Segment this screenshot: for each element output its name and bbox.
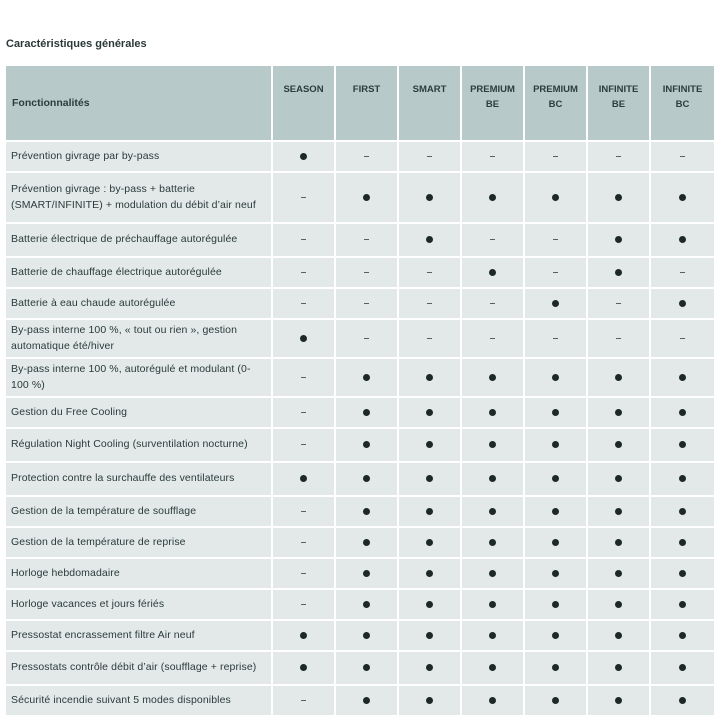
availability-cell	[587, 527, 650, 558]
included-dot-icon	[552, 664, 559, 671]
feature-label: Prévention givrage : by-pass + batterie (SMART/INFINITE) + modulation du débit d’air neuf	[5, 172, 272, 223]
included-dot-icon	[300, 335, 307, 342]
included-dot-icon	[679, 409, 686, 416]
availability-cell	[398, 397, 461, 428]
not-included-dash-icon	[490, 239, 495, 240]
included-dot-icon	[426, 475, 433, 482]
availability-cell	[398, 685, 461, 716]
included-dot-icon	[363, 664, 370, 671]
feature-label: By-pass interne 100 %, autorégulé et modulant (0-100 %)	[5, 358, 272, 397]
included-dot-icon	[426, 539, 433, 546]
not-included-dash-icon	[364, 239, 369, 240]
availability-cell	[398, 462, 461, 496]
included-dot-icon	[552, 508, 559, 515]
availability-cell	[524, 462, 587, 496]
availability-cell	[587, 223, 650, 257]
availability-cell	[587, 651, 650, 685]
availability-cell	[272, 462, 335, 496]
availability-cell	[461, 358, 524, 397]
not-included-dash-icon	[301, 197, 306, 198]
availability-cell	[272, 685, 335, 716]
feature-label: Pressostats contrôle débit d’air (soufflage + reprise)	[5, 651, 272, 685]
table-row	[5, 223, 715, 257]
included-dot-icon	[679, 601, 686, 608]
included-dot-icon	[615, 194, 622, 201]
availability-cell	[335, 462, 398, 496]
availability-cell	[650, 620, 715, 651]
availability-cell	[587, 620, 650, 651]
header-feature: Fonctionnalités	[5, 65, 272, 141]
included-dot-icon	[363, 632, 370, 639]
availability-cell	[587, 589, 650, 620]
availability-cell	[587, 558, 650, 589]
availability-cell	[272, 257, 335, 288]
availability-cell	[650, 397, 715, 428]
availability-cell	[587, 257, 650, 288]
not-included-dash-icon	[301, 542, 306, 543]
included-dot-icon	[552, 441, 559, 448]
not-included-dash-icon	[680, 338, 685, 339]
included-dot-icon	[552, 601, 559, 608]
availability-cell	[272, 288, 335, 319]
availability-cell	[335, 172, 398, 223]
availability-cell	[650, 496, 715, 527]
included-dot-icon	[363, 601, 370, 608]
header-model	[272, 65, 335, 141]
availability-cell	[398, 651, 461, 685]
availability-cell	[461, 397, 524, 428]
feature-label: Pressostat encrassement filtre Air neuf	[5, 620, 272, 651]
not-included-dash-icon	[553, 272, 558, 273]
availability-cell	[272, 428, 335, 462]
availability-cell	[461, 319, 524, 358]
availability-cell	[650, 223, 715, 257]
not-included-dash-icon	[301, 412, 306, 413]
included-dot-icon	[679, 441, 686, 448]
header-model-line2: BE	[611, 99, 626, 110]
included-dot-icon	[615, 632, 622, 639]
table-row	[5, 589, 715, 620]
feature-label: Batterie à eau chaude autorégulée	[5, 288, 272, 319]
included-dot-icon	[552, 570, 559, 577]
included-dot-icon	[489, 374, 496, 381]
included-dot-icon	[300, 153, 307, 160]
table-row	[5, 141, 715, 172]
included-dot-icon	[363, 508, 370, 515]
table-row	[5, 288, 715, 319]
not-included-dash-icon	[427, 156, 432, 157]
included-dot-icon	[426, 664, 433, 671]
not-included-dash-icon	[364, 338, 369, 339]
included-dot-icon	[552, 409, 559, 416]
included-dot-icon	[552, 475, 559, 482]
header-model-line1: INFINITE	[662, 84, 703, 95]
included-dot-icon	[679, 194, 686, 201]
availability-cell	[524, 651, 587, 685]
not-included-dash-icon	[301, 700, 306, 701]
included-dot-icon	[679, 374, 686, 381]
not-included-dash-icon	[616, 338, 621, 339]
not-included-dash-icon	[680, 156, 685, 157]
availability-cell	[461, 651, 524, 685]
availability-cell	[335, 288, 398, 319]
availability-cell	[272, 620, 335, 651]
availability-cell	[461, 558, 524, 589]
availability-cell	[461, 462, 524, 496]
table-row	[5, 651, 715, 685]
included-dot-icon	[615, 601, 622, 608]
not-included-dash-icon	[553, 338, 558, 339]
feature-label: Batterie électrique de préchauffage autorégulée	[5, 223, 272, 257]
availability-cell	[587, 288, 650, 319]
availability-cell	[461, 496, 524, 527]
availability-cell	[650, 651, 715, 685]
availability-cell	[398, 319, 461, 358]
header-model-line2: BC	[675, 99, 690, 110]
included-dot-icon	[363, 539, 370, 546]
included-dot-icon	[489, 508, 496, 515]
not-included-dash-icon	[616, 303, 621, 304]
availability-cell	[524, 223, 587, 257]
not-included-dash-icon	[490, 156, 495, 157]
included-dot-icon	[489, 475, 496, 482]
availability-cell	[335, 558, 398, 589]
availability-cell	[272, 141, 335, 172]
included-dot-icon	[679, 539, 686, 546]
availability-cell	[398, 288, 461, 319]
availability-cell	[461, 428, 524, 462]
availability-cell	[587, 358, 650, 397]
included-dot-icon	[615, 539, 622, 546]
included-dot-icon	[489, 697, 496, 704]
availability-cell	[650, 462, 715, 496]
availability-cell	[398, 589, 461, 620]
availability-cell	[587, 141, 650, 172]
not-included-dash-icon	[616, 156, 621, 157]
not-included-dash-icon	[364, 156, 369, 157]
included-dot-icon	[489, 570, 496, 577]
included-dot-icon	[300, 664, 307, 671]
included-dot-icon	[489, 632, 496, 639]
availability-cell	[335, 589, 398, 620]
availability-cell	[650, 589, 715, 620]
feature-label: Régulation Night Cooling (surventilation nocturne)	[5, 428, 272, 462]
feature-label: Protection contre la surchauffe des ventilateurs	[5, 462, 272, 496]
availability-cell	[524, 685, 587, 716]
table-row	[5, 172, 715, 223]
not-included-dash-icon	[301, 377, 306, 378]
availability-cell	[524, 358, 587, 397]
included-dot-icon	[552, 632, 559, 639]
availability-cell	[398, 358, 461, 397]
included-dot-icon	[489, 601, 496, 608]
availability-cell	[650, 172, 715, 223]
included-dot-icon	[615, 697, 622, 704]
feature-label: Gestion de la température de reprise	[5, 527, 272, 558]
availability-cell	[524, 589, 587, 620]
not-included-dash-icon	[301, 604, 306, 605]
included-dot-icon	[679, 697, 686, 704]
not-included-dash-icon	[680, 272, 685, 273]
header-model-line2: BE	[485, 99, 500, 110]
availability-cell	[272, 172, 335, 223]
included-dot-icon	[615, 475, 622, 482]
header-model-line1: PREMIUM	[470, 84, 515, 95]
feature-label: Gestion de la température de soufflage	[5, 496, 272, 527]
features-table	[4, 64, 716, 717]
availability-cell	[650, 141, 715, 172]
included-dot-icon	[552, 300, 559, 307]
availability-cell	[272, 558, 335, 589]
included-dot-icon	[615, 236, 622, 243]
availability-cell	[398, 558, 461, 589]
included-dot-icon	[489, 664, 496, 671]
availability-cell	[335, 620, 398, 651]
included-dot-icon	[679, 632, 686, 639]
included-dot-icon	[552, 539, 559, 546]
included-dot-icon	[426, 194, 433, 201]
availability-cell	[272, 651, 335, 685]
feature-label: Batterie de chauffage électrique autorégulée	[5, 257, 272, 288]
header-model-line1: INFINITE	[598, 84, 639, 95]
included-dot-icon	[426, 632, 433, 639]
included-dot-icon	[426, 697, 433, 704]
availability-cell	[398, 527, 461, 558]
availability-cell	[335, 428, 398, 462]
availability-cell	[650, 558, 715, 589]
included-dot-icon	[615, 441, 622, 448]
availability-cell	[335, 257, 398, 288]
availability-cell	[524, 496, 587, 527]
availability-cell	[587, 319, 650, 358]
header-model-line1: PREMIUM	[533, 84, 578, 95]
included-dot-icon	[615, 269, 622, 276]
not-included-dash-icon	[301, 272, 306, 273]
availability-cell	[650, 257, 715, 288]
availability-cell	[461, 141, 524, 172]
included-dot-icon	[679, 475, 686, 482]
included-dot-icon	[552, 194, 559, 201]
header-model	[524, 65, 587, 141]
not-included-dash-icon	[490, 338, 495, 339]
availability-cell	[650, 358, 715, 397]
included-dot-icon	[489, 194, 496, 201]
included-dot-icon	[615, 374, 622, 381]
included-dot-icon	[426, 508, 433, 515]
included-dot-icon	[426, 441, 433, 448]
availability-cell	[650, 319, 715, 358]
table-row	[5, 257, 715, 288]
table-row	[5, 428, 715, 462]
not-included-dash-icon	[364, 272, 369, 273]
not-included-dash-icon	[427, 303, 432, 304]
availability-cell	[272, 397, 335, 428]
not-included-dash-icon	[301, 303, 306, 304]
included-dot-icon	[679, 508, 686, 515]
availability-cell	[335, 527, 398, 558]
availability-cell	[524, 172, 587, 223]
header-model-line1: FIRST	[352, 84, 381, 95]
included-dot-icon	[615, 664, 622, 671]
not-included-dash-icon	[364, 303, 369, 304]
table-row	[5, 685, 715, 716]
not-included-dash-icon	[301, 573, 306, 574]
included-dot-icon	[489, 409, 496, 416]
page-title: Caractéristiques générales	[6, 38, 147, 50]
included-dot-icon	[426, 570, 433, 577]
availability-cell	[272, 319, 335, 358]
table-row	[5, 558, 715, 589]
header-model-line1: SMART	[412, 84, 447, 95]
availability-cell	[272, 496, 335, 527]
not-included-dash-icon	[301, 444, 306, 445]
header-model	[335, 65, 398, 141]
availability-cell	[272, 527, 335, 558]
availability-cell	[398, 620, 461, 651]
feature-label: Prévention givrage par by-pass	[5, 141, 272, 172]
included-dot-icon	[615, 409, 622, 416]
included-dot-icon	[300, 475, 307, 482]
included-dot-icon	[363, 697, 370, 704]
header-model-line1: SEASON	[283, 84, 324, 95]
feature-label: Gestion du Free Cooling	[5, 397, 272, 428]
included-dot-icon	[679, 236, 686, 243]
availability-cell	[587, 462, 650, 496]
availability-cell	[398, 223, 461, 257]
not-included-dash-icon	[301, 239, 306, 240]
availability-cell	[461, 257, 524, 288]
feature-label: Sécurité incendie suivant 5 modes disponibles	[5, 685, 272, 716]
included-dot-icon	[426, 601, 433, 608]
availability-cell	[272, 358, 335, 397]
included-dot-icon	[489, 441, 496, 448]
feature-label: Horloge hebdomadaire	[5, 558, 272, 589]
not-included-dash-icon	[301, 511, 306, 512]
availability-cell	[398, 172, 461, 223]
table-row	[5, 527, 715, 558]
included-dot-icon	[552, 374, 559, 381]
header-row	[5, 65, 715, 141]
included-dot-icon	[679, 570, 686, 577]
included-dot-icon	[679, 664, 686, 671]
availability-cell	[272, 223, 335, 257]
table-row	[5, 397, 715, 428]
feature-label: Horloge vacances et jours fériés	[5, 589, 272, 620]
availability-cell	[335, 397, 398, 428]
availability-cell	[650, 288, 715, 319]
included-dot-icon	[363, 441, 370, 448]
availability-cell	[335, 651, 398, 685]
table-row	[5, 462, 715, 496]
availability-cell	[398, 428, 461, 462]
availability-cell	[524, 620, 587, 651]
availability-cell	[587, 496, 650, 527]
availability-cell	[461, 620, 524, 651]
included-dot-icon	[426, 374, 433, 381]
availability-cell	[461, 527, 524, 558]
availability-cell	[524, 257, 587, 288]
included-dot-icon	[552, 697, 559, 704]
availability-cell	[524, 428, 587, 462]
feature-label: By-pass interne 100 %, « tout ou rien », gestion automatique été/hiver	[5, 319, 272, 358]
header-model	[587, 65, 650, 141]
included-dot-icon	[363, 374, 370, 381]
availability-cell	[335, 319, 398, 358]
table-body	[5, 141, 715, 716]
availability-cell	[461, 685, 524, 716]
not-included-dash-icon	[427, 272, 432, 273]
header-model-line2: BC	[548, 99, 563, 110]
availability-cell	[398, 141, 461, 172]
availability-cell	[398, 257, 461, 288]
availability-cell	[587, 428, 650, 462]
availability-cell	[587, 685, 650, 716]
included-dot-icon	[615, 508, 622, 515]
availability-cell	[335, 358, 398, 397]
table-row	[5, 358, 715, 397]
availability-cell	[587, 172, 650, 223]
availability-cell	[524, 527, 587, 558]
availability-cell	[524, 141, 587, 172]
table-row	[5, 496, 715, 527]
included-dot-icon	[426, 236, 433, 243]
availability-cell	[650, 527, 715, 558]
availability-cell	[461, 223, 524, 257]
table-row	[5, 620, 715, 651]
availability-cell	[335, 223, 398, 257]
included-dot-icon	[426, 409, 433, 416]
included-dot-icon	[363, 409, 370, 416]
header-model	[650, 65, 715, 141]
included-dot-icon	[363, 194, 370, 201]
availability-cell	[524, 397, 587, 428]
availability-cell	[461, 172, 524, 223]
header-model	[398, 65, 461, 141]
availability-cell	[524, 288, 587, 319]
included-dot-icon	[363, 475, 370, 482]
availability-cell	[335, 685, 398, 716]
availability-cell	[587, 397, 650, 428]
availability-cell	[272, 589, 335, 620]
availability-cell	[335, 141, 398, 172]
included-dot-icon	[679, 300, 686, 307]
availability-cell	[335, 496, 398, 527]
included-dot-icon	[489, 539, 496, 546]
not-included-dash-icon	[490, 303, 495, 304]
header-model	[461, 65, 524, 141]
included-dot-icon	[615, 570, 622, 577]
availability-cell	[650, 428, 715, 462]
availability-cell	[524, 319, 587, 358]
availability-cell	[461, 589, 524, 620]
availability-cell	[461, 288, 524, 319]
included-dot-icon	[489, 269, 496, 276]
availability-cell	[398, 496, 461, 527]
included-dot-icon	[300, 632, 307, 639]
not-included-dash-icon	[553, 239, 558, 240]
availability-cell	[650, 685, 715, 716]
included-dot-icon	[363, 570, 370, 577]
table-row	[5, 319, 715, 358]
not-included-dash-icon	[427, 338, 432, 339]
not-included-dash-icon	[553, 156, 558, 157]
availability-cell	[524, 558, 587, 589]
